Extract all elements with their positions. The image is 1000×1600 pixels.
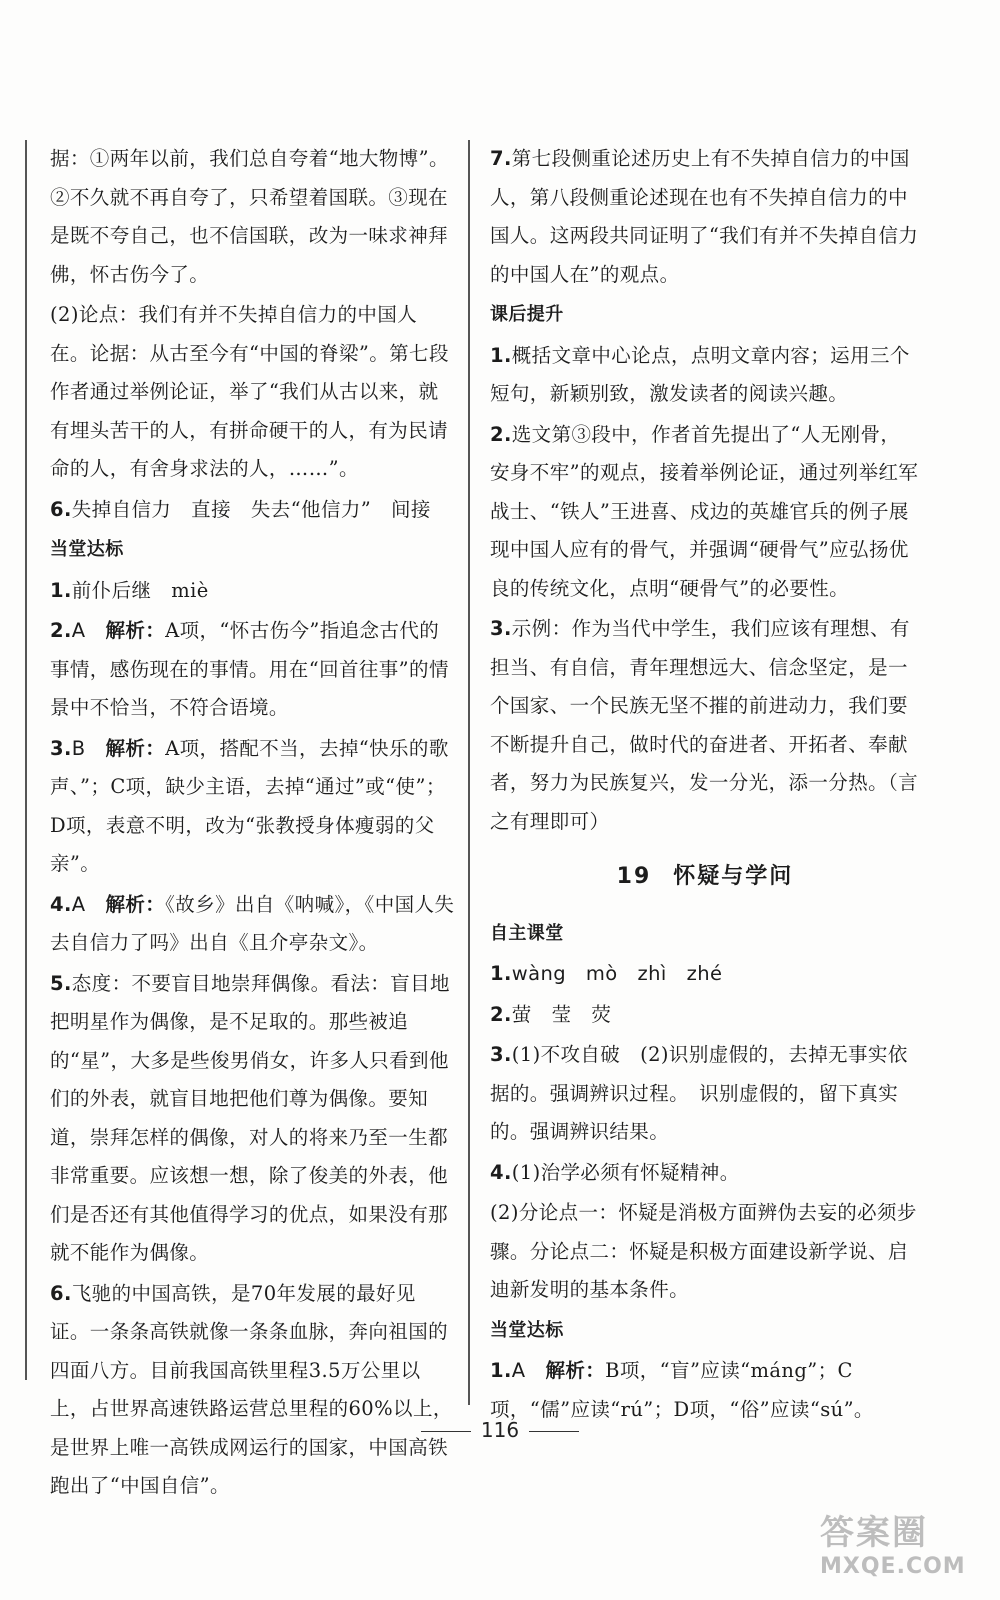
answer-item-3: 3.示例：作为当代中学生，我们应该有理想、有担当、有自信，青年理想远大、信念坚定，是一个国家、一个民族无坚不摧的前进动力，我们要不断提升自己，做时代的奋进者、开拓者、奉献者，努力为民族复兴，发一分光，添一分热。（言之有理即可）: [490, 617, 919, 833]
answer-item-6b: 6.飞驰的中国高铁，是70年发展的最好见证。一条条高铁就像一条条血脉，奔向祖国的四面八方。目前我国高铁里程3.5万公里以上，占世界高速铁路运营总里程的60%以上，是世界上唯一高铁成网运行的国家，中国高铁跑出了“中国自信”。: [50, 1281, 453, 1497]
answer-item-1: 1.wàng mò zhì zhé: [490, 962, 723, 985]
answer-item-4: 4.(1)治学必须有怀疑精神。: [490, 1160, 740, 1184]
answer-item-5: 5.态度：不要盲目地崇拜偶像。看法：盲目地把明星作为偶像，是不足取的。那些被追的“星”，大多是些俊男俏女，许多人只看到他们的外表，就盲目地把他们尊为偶像。要知道，崇拜怎样的偶像，对人的将来乃至一生都非常重要。应该想一想，除了俊美的外表，他们是否还有其他值得学习的优点，如果没有那就不能作为偶像。: [50, 971, 450, 1264]
section-heading: 课后提升: [490, 304, 564, 325]
page-number: 116: [480, 1418, 520, 1442]
watermark-text: 答案圈: [820, 1513, 928, 1553]
answer-item-7: 7.第七段侧重论述历史上有不失掉自信力的中国人，第八段侧重论述现在也有不失掉自信力的中国人。这两段共同证明了“我们有并不失掉自信力的中国人在”的观点。: [490, 147, 919, 286]
section-heading: 当堂达标: [50, 539, 124, 560]
column-divider: [468, 140, 470, 1405]
answer-item-1: 1.前仆后继 miè: [50, 578, 209, 602]
left-margin-rule: [25, 140, 27, 1380]
section-heading: 自主课堂: [490, 922, 564, 944]
answer-item-2: 2.萤 莹 荧: [490, 1002, 612, 1026]
watermark-url: MXQE.COM: [820, 1554, 966, 1579]
section-heading: 当堂达标: [490, 1319, 564, 1341]
answer-paragraph: (2)论点：我们有并不失掉自信力的中国人在。论据：从古至今有“中国的脊梁”。第七段作者通过举例论证，举了“我们从古以来，就有埋头苦干的人，有拼命硬干的人，有为民请命的人，有舍身求法的人，……”。: [50, 303, 449, 480]
footer-rule: [529, 1431, 579, 1432]
answer-item-1: 1.概括文章中心论点，点明文章内容；运用三个短句，新颖别致，激发读者的阅读兴趣。: [490, 343, 910, 405]
answer-item-3: 3.B 解析：A项，搭配不当，去掉“快乐的歌声、”；C项，缺少主语，去掉“通过”或“使”；D项，表意不明，改为“张教授身体瘦弱的父亲”。: [50, 736, 449, 875]
watermark-logo: [820, 1505, 985, 1590]
page-footer: [0, 1418, 1000, 1442]
answer-item-4: 4.A 解析：《故乡》出自《呐喊》，《中国人失去自信力了吗》出自《且介亭杂文》。: [50, 892, 455, 954]
answer-paragraph: (2)分论点一：怀疑是消极方面辨伪去妄的必须步骤。分论点二：怀疑是积极方面建设新学说、启迪新发明的基本条件。: [490, 1201, 917, 1301]
answer-paragraph: 据：①两年以前，我们总自夸着“地大物博”。②不久就不再自夸了，只希望着国联。③现在是既不夸自己，也不信国联，改为一味求神拜佛，怀古伤今了。: [50, 147, 449, 286]
right-column: [490, 140, 920, 1431]
answer-item-3: 3.(1)不攻自破 (2)识别虚假的，去掉无事实依据的。强调辨识过程。 识别虚假的，留下真实的。强调辨识结果。: [490, 1043, 908, 1143]
footer-rule: [421, 1431, 471, 1432]
answer-item-2: 2.选文第③段中，作者首先提出了“人无刚骨，安身不牢”的观点，接着举例论证，通过列举红军战士、“铁人”王进喜、戍边的英雄官兵的例子展现中国人应有的骨气，并强调“硬骨气”应弘扬优良的传统文化，点明“硬骨气”的必要性。: [490, 422, 919, 600]
left-column: [50, 140, 455, 1508]
lesson-title: 19 怀疑与学问: [616, 863, 794, 889]
answer-item-2: 2.A 解析：A项，“怀古伤今”指追念古代的事情，感伤现在的事情。用在“回首往事”的情景中不恰当，不符合语境。: [50, 619, 449, 719]
answer-item-1: 1.A 解析：B项，“盲”应读“máng”；C项，“儒”应读“rú”；D项，“俗”应读“sú”。: [490, 1359, 874, 1421]
answer-item-6: 6.失掉自信力 直接 失去“他信力” 间接: [50, 497, 431, 521]
